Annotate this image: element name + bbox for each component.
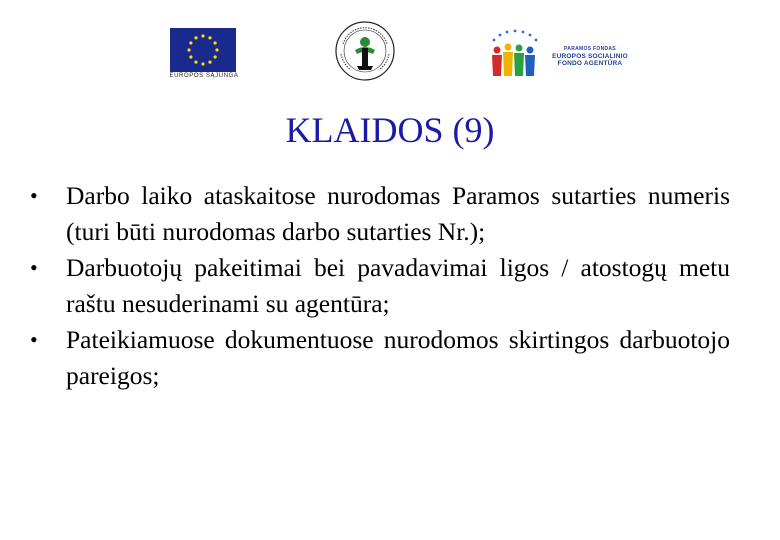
eu-logo-caption: EUROPOS SĄJUNGA: [169, 73, 239, 79]
bullet-list: [30, 178, 730, 394]
eu-star-icon: [214, 41, 217, 44]
eu-star-icon: [189, 41, 192, 44]
bullet-text: Darbo laiko ataskaitose nurodomas Paramos sutarties numeris (turi būti nurodomas darbo sutarties Nr.);: [66, 181, 730, 246]
bullet-text: Darbuotojų pakeitimai bei pavadavimai ligos / atostogų metu raštu nesuderinami su agentūra;: [66, 253, 730, 318]
eu-star-icon: [208, 61, 211, 64]
slide-title: KLAIDOS (9): [285, 110, 495, 150]
eu-star-icon: [187, 48, 190, 51]
esf-logo-line3: FONDO AGENTŪRA: [557, 60, 623, 67]
eu-star-icon: [201, 34, 204, 37]
bullet-icon: •: [30, 183, 38, 208]
bullet-icon: •: [30, 327, 38, 352]
bullet-icon: •: [30, 255, 38, 280]
eu-star-icon: [208, 36, 211, 39]
bullet-item: [30, 178, 730, 250]
esf-logo-line1: PARAMOS FONDAS: [564, 46, 616, 52]
organization-logo: [333, 20, 397, 82]
esf-logo-text: [538, 46, 642, 67]
eu-star-icon: [215, 48, 218, 51]
bullet-item: [30, 322, 730, 394]
eu-flag-icon: [170, 28, 236, 72]
eu-star-icon: [189, 55, 192, 58]
eu-logo: [168, 28, 240, 84]
bullet-text: Pateikiamuose dokumentuose nurodomos skirtingos darbuotojo pareigos;: [66, 325, 730, 390]
esf-agency-logo: [486, 28, 644, 84]
eu-star-icon: [201, 62, 204, 65]
esf-logo-line2: EUROPOS SOCIALINIO: [552, 53, 628, 60]
bullet-item: [30, 250, 730, 322]
eu-star-icon: [214, 55, 217, 58]
eu-star-icon: [194, 61, 197, 64]
eu-star-icon: [194, 36, 197, 39]
